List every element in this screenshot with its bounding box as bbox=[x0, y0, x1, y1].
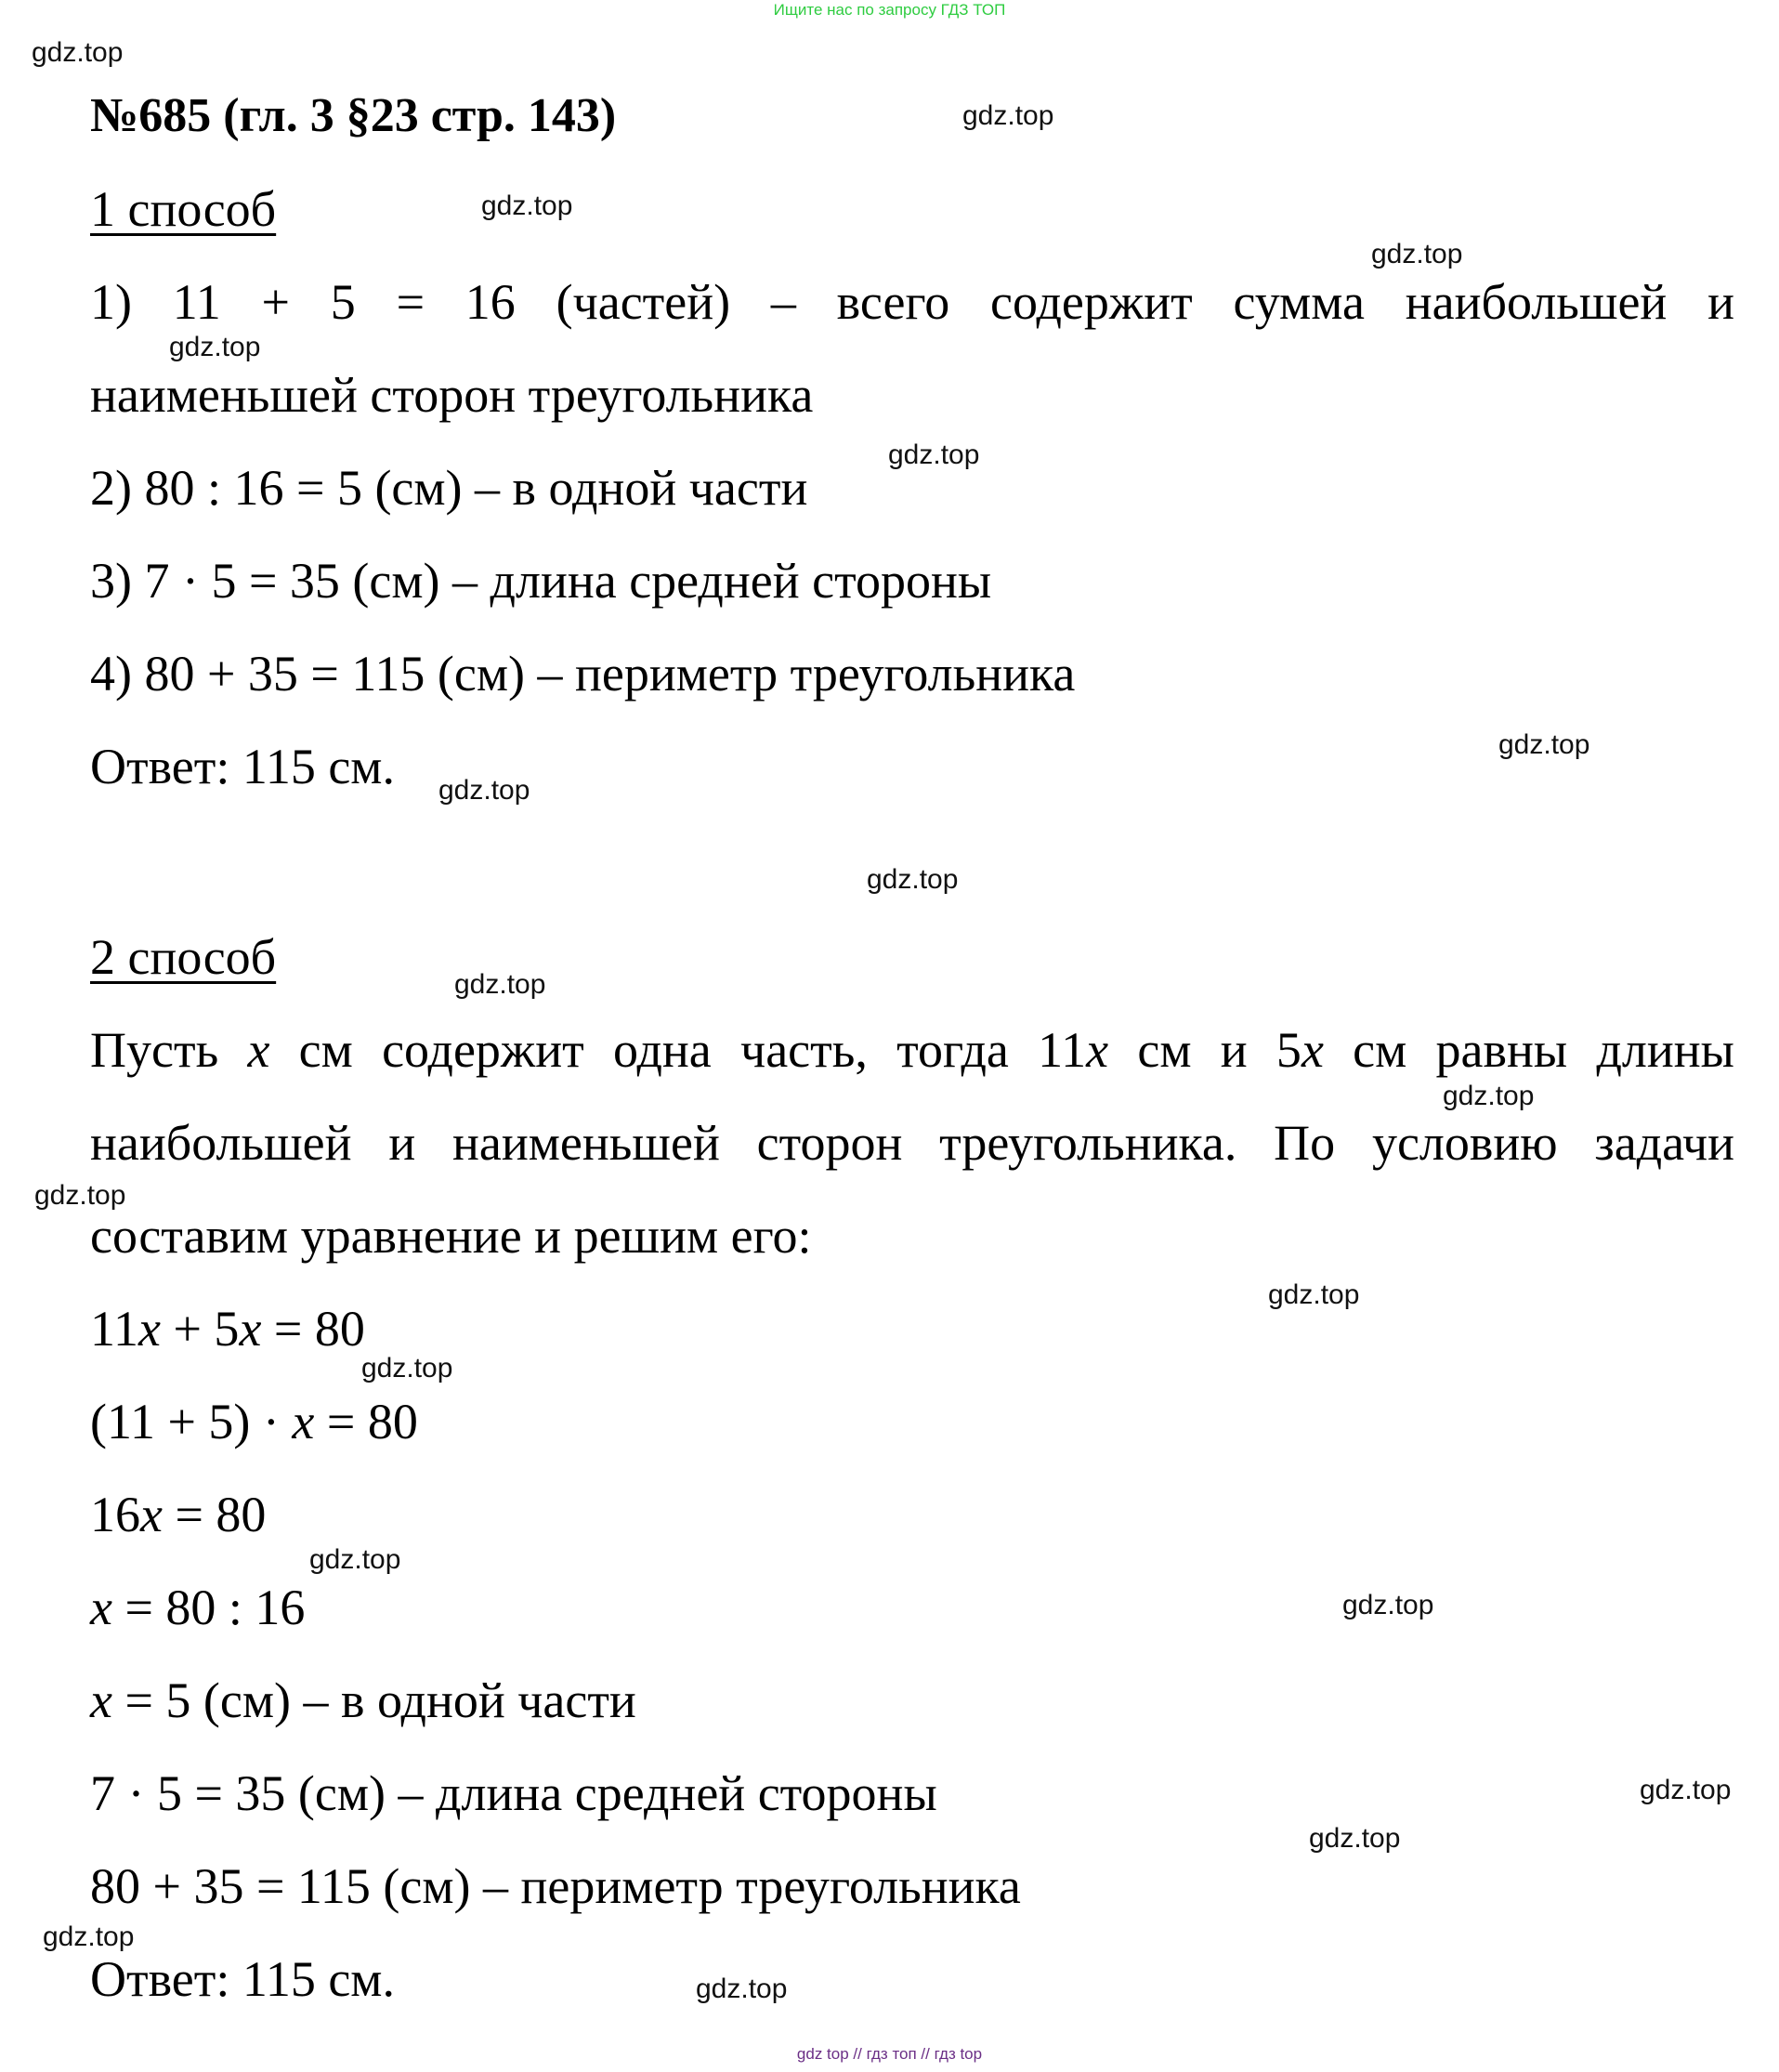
text-fragment: 16 bbox=[90, 1487, 140, 1542]
watermark: gdz.top bbox=[361, 1353, 453, 1384]
equation-7: 80 + 35 = 115 (см) – периметр треугольника bbox=[90, 1858, 1021, 1914]
problem-title: №685 (гл. 3 §23 стр. 143) bbox=[90, 89, 617, 142]
text-fragment: = 80 bbox=[261, 1301, 365, 1357]
watermark: gdz.top bbox=[1443, 1081, 1535, 1111]
text-fragment: 11 bbox=[90, 1301, 138, 1357]
text-fragment: см и 5 bbox=[1108, 1022, 1302, 1078]
variable-x: x bbox=[140, 1487, 163, 1542]
method1-heading: 1 способ bbox=[90, 181, 277, 237]
equation-6: 7 · 5 = 35 (см) – длина средней стороны bbox=[90, 1765, 937, 1821]
watermark: gdz.top bbox=[169, 332, 261, 362]
top-banner: Ищите нас по запросу ГДЗ ТОП bbox=[773, 1, 1006, 19]
text-fragment: см содержит одна часть, тогда 11 bbox=[269, 1022, 1087, 1078]
watermark: gdz.top bbox=[309, 1544, 401, 1575]
watermark: gdz.top bbox=[454, 969, 546, 1000]
watermark: gdz.top bbox=[1371, 239, 1463, 269]
equation-3 bbox=[90, 1485, 266, 1544]
watermark: gdz.top bbox=[867, 864, 959, 895]
variable-x: x bbox=[292, 1394, 315, 1449]
text-fragment: Пусть bbox=[90, 1022, 248, 1078]
watermark: gdz.top bbox=[1640, 1775, 1732, 1805]
watermark: gdz.top bbox=[1268, 1279, 1360, 1310]
text-fragment: = 80 bbox=[314, 1394, 418, 1449]
text-fragment: + 5 bbox=[160, 1301, 240, 1357]
variable-x: x bbox=[90, 1580, 112, 1635]
variable-x: x bbox=[247, 1022, 270, 1078]
equation-5 bbox=[90, 1671, 636, 1730]
watermark: gdz.top bbox=[34, 1180, 126, 1211]
footer-banner: gdz top // гдз топ // гдз top bbox=[796, 2045, 983, 2063]
watermark: gdz.top bbox=[1309, 1823, 1401, 1854]
method2-paragraph-line2: наибольшей и наименьшей сторон треугольника. По условию задачи bbox=[90, 1115, 1734, 1171]
variable-x: x bbox=[239, 1301, 262, 1357]
watermark: gdz.top bbox=[481, 190, 573, 221]
watermark: gdz.top bbox=[962, 100, 1054, 131]
method1-answer: Ответ: 115 см. bbox=[90, 739, 395, 794]
variable-x: x bbox=[1086, 1022, 1109, 1078]
watermark: gdz.top bbox=[438, 775, 530, 806]
method2-paragraph-line3: составим уравнение и решим его: bbox=[90, 1208, 812, 1264]
text-fragment: (11 + 5) · bbox=[90, 1394, 293, 1449]
equation-4 bbox=[90, 1578, 305, 1637]
equation-1 bbox=[90, 1299, 365, 1358]
method2-answer: Ответ: 115 см. bbox=[90, 1951, 395, 2007]
method1-step1-line1: 1) 11 + 5 = 16 (частей) – всего содержит сумма наибольшей и bbox=[90, 274, 1734, 330]
watermark: gdz.top bbox=[43, 1921, 135, 1952]
text-fragment: см равны длины bbox=[1323, 1022, 1734, 1078]
method1-step3: 3) 7 · 5 = 35 (см) – длина средней стороны bbox=[90, 553, 992, 609]
text-fragment: = 80 bbox=[162, 1487, 267, 1542]
method1-step4: 4) 80 + 35 = 115 (см) – периметр треугольника bbox=[90, 646, 1076, 702]
watermark: gdz.top bbox=[888, 439, 980, 470]
method1-step2: 2) 80 : 16 = 5 (см) – в одной части bbox=[90, 460, 808, 516]
method2-paragraph-line1 bbox=[90, 1020, 1734, 1080]
variable-x: x bbox=[1301, 1022, 1324, 1078]
method1-step1-line2: наименьшей сторон треугольника bbox=[90, 367, 814, 423]
equation-2 bbox=[90, 1392, 418, 1451]
variable-x: x bbox=[138, 1301, 161, 1357]
watermark: gdz.top bbox=[696, 1974, 788, 2004]
watermark: gdz.top bbox=[1342, 1590, 1434, 1620]
variable-x: x bbox=[90, 1672, 112, 1728]
watermark: gdz.top bbox=[32, 37, 124, 68]
text-fragment: = 80 : 16 bbox=[111, 1580, 306, 1635]
watermark: gdz.top bbox=[1498, 729, 1590, 760]
text-fragment: = 5 (см) – в одной части bbox=[111, 1672, 636, 1728]
method2-heading: 2 способ bbox=[90, 929, 277, 985]
